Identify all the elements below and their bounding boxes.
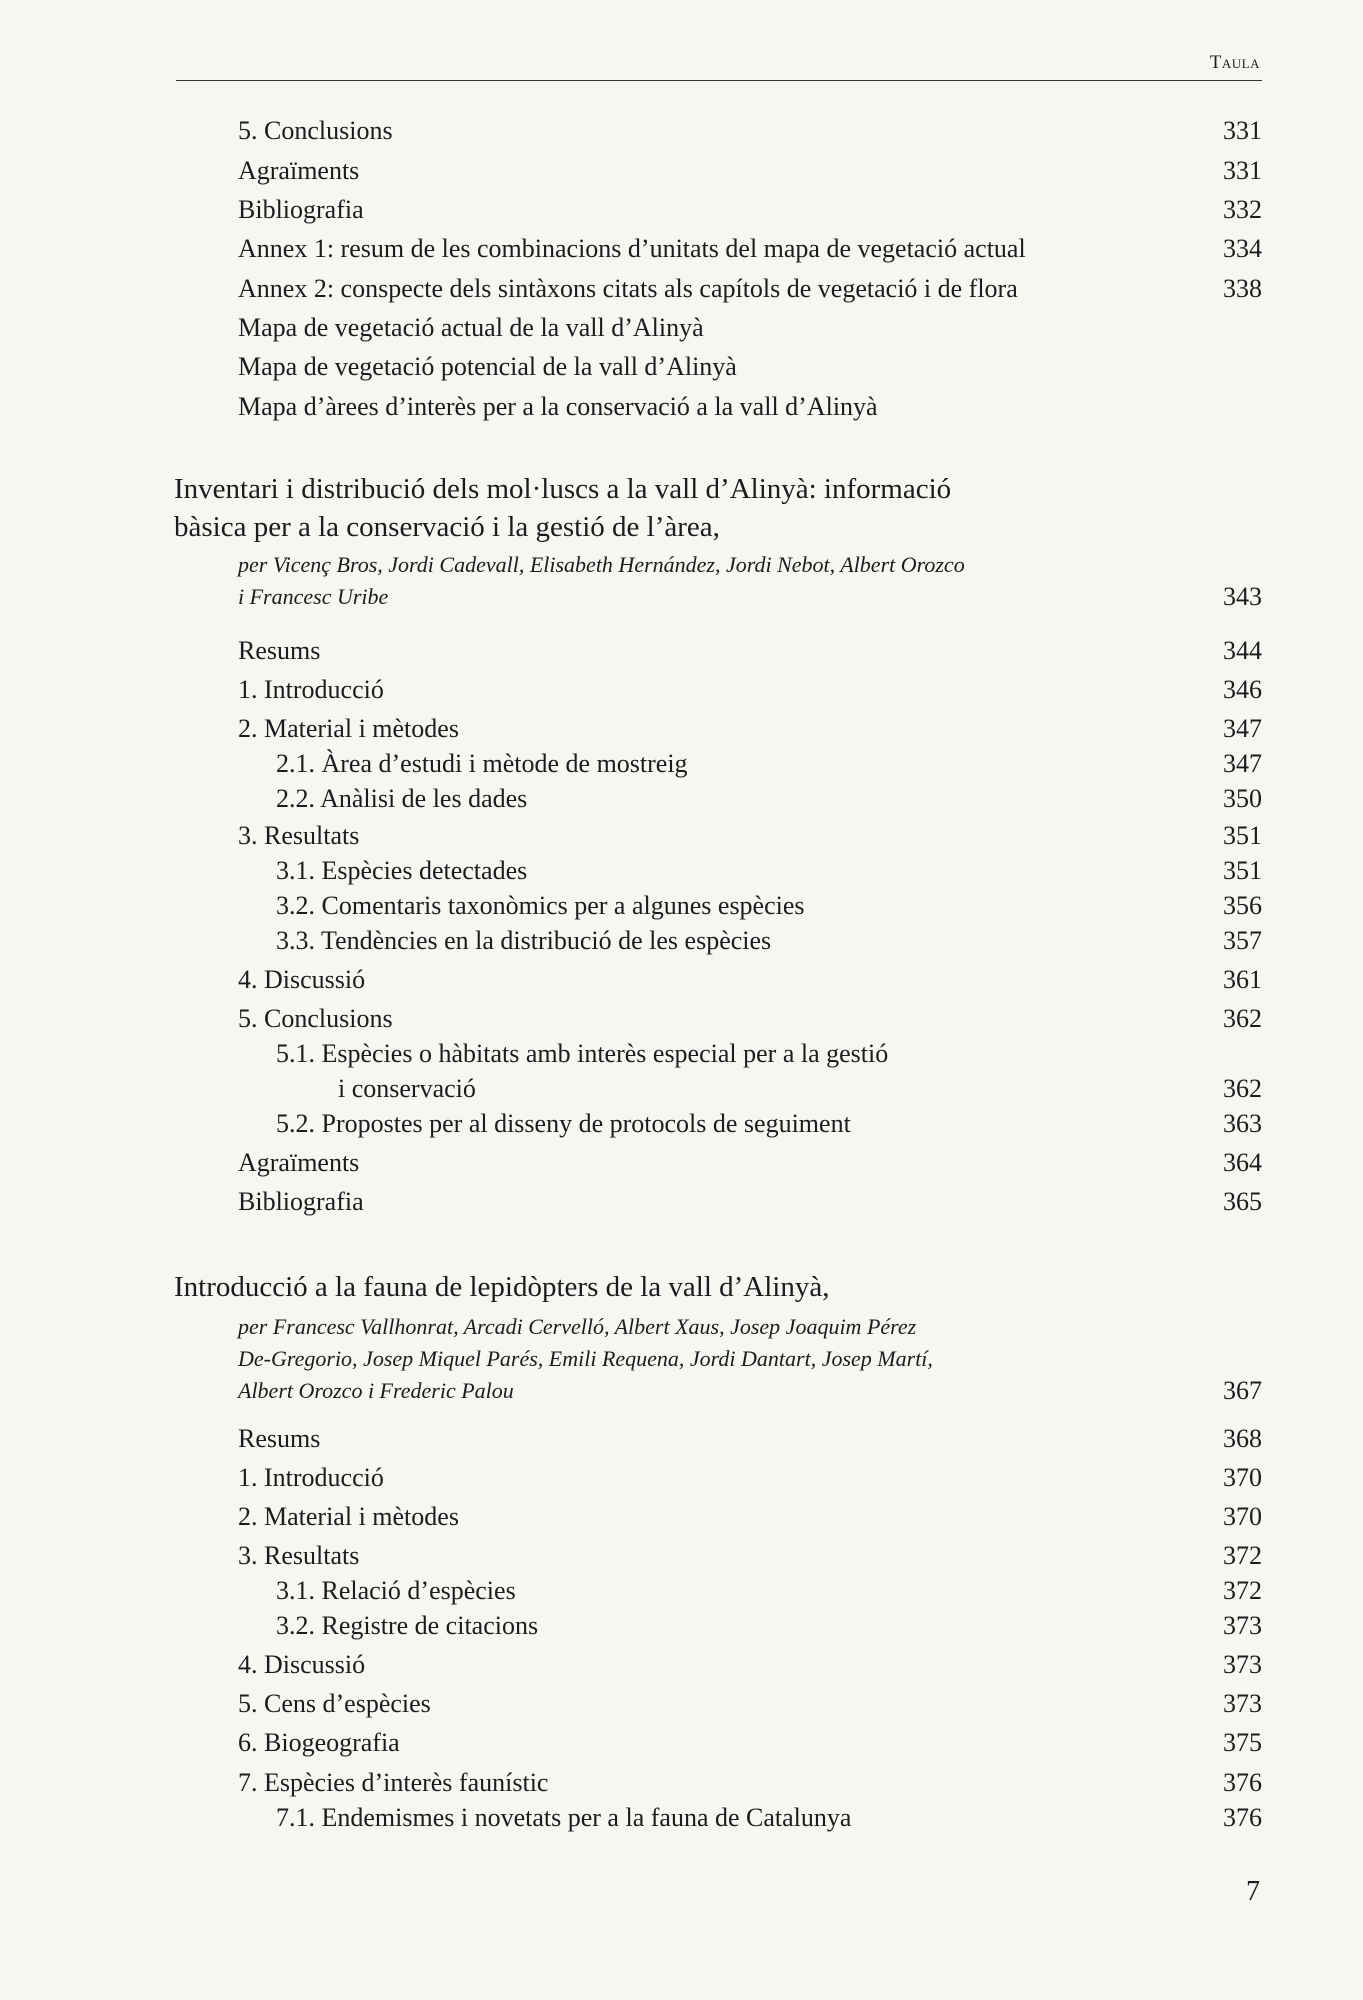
toc-entry	[0, 924, 1363, 958]
article-title: Inventari i distribució dels mol·luscs a la vall d’Alinyà: informació	[174, 473, 952, 505]
toc-entry	[0, 782, 1363, 816]
toc-entry-page: 351	[1223, 821, 1262, 850]
toc-entry	[0, 1185, 1363, 1219]
toc-entry-label: Annex 2: conspecte dels sintàxons citats als capítols de vegetació i de flora	[238, 274, 1018, 303]
article-start-page: 343	[1223, 582, 1262, 611]
toc-entry-page: 373	[1223, 1650, 1262, 1679]
toc-entry-label: 3.3. Tendències en la distribució de les espècies	[276, 926, 772, 955]
toc-entry-label: 4. Discussió	[238, 965, 366, 994]
toc-entry-page: 331	[1223, 116, 1262, 145]
toc-entry-label: Resums	[238, 1424, 321, 1453]
toc-entry	[0, 673, 1363, 707]
toc-entry	[0, 154, 1363, 188]
article-authors: Albert Orozco i Frederic Palou	[238, 1378, 514, 1403]
toc-entry	[0, 1107, 1363, 1141]
toc-entry-page: 372	[1223, 1541, 1262, 1570]
toc-entry	[0, 1422, 1363, 1456]
toc-entry	[0, 712, 1363, 746]
toc-entry-label: 4. Discussió	[238, 1650, 366, 1679]
toc-entry-page: 372	[1223, 1576, 1262, 1605]
toc-entry-page: 370	[1223, 1502, 1262, 1531]
toc-entry-page: 351	[1223, 856, 1262, 885]
article-title: bàsica per a la conservació i la gestió de l’àrea,	[174, 511, 720, 543]
toc-entry-label: 1. Introducció	[238, 1463, 384, 1492]
toc-entry-label: 2. Material i mètodes	[238, 714, 459, 743]
article-title: Introducció a la fauna de lepidòpters de la vall d’Alinyà,	[174, 1271, 830, 1303]
toc-entry-page: 375	[1223, 1728, 1262, 1757]
article-authors: De-Gregorio, Josep Miquel Parés, Emili Requena, Jordi Dantart, Josep Martí,	[238, 1346, 933, 1371]
toc-entry	[0, 1002, 1363, 1036]
toc-entry	[0, 1539, 1363, 1573]
toc-entry-label: Bibliografia	[238, 195, 364, 224]
toc-entry-label: 3.1. Relació d’espècies	[276, 1576, 516, 1605]
toc-entry-label: i conservació	[338, 1074, 476, 1103]
toc-entry	[0, 1648, 1363, 1682]
toc-entry	[0, 1766, 1363, 1800]
running-header: Taula	[1209, 52, 1260, 73]
toc-entry	[0, 114, 1363, 148]
article-authors: per Vicenç Bros, Jordi Cadevall, Elisabeth Hernández, Jordi Nebot, Albert Orozco	[238, 552, 965, 577]
toc-entry-page: 363	[1223, 1109, 1262, 1138]
toc-entry-label: 7. Espècies d’interès faunístic	[238, 1768, 549, 1797]
toc-entry-page: 373	[1223, 1689, 1262, 1718]
toc-entry	[0, 1037, 1363, 1071]
article-start-page: 367	[1223, 1376, 1262, 1405]
toc-entry	[0, 272, 1363, 306]
toc-entry-page: 368	[1223, 1424, 1262, 1453]
toc-entry	[0, 819, 1363, 853]
toc-entry-page: 362	[1223, 1074, 1262, 1103]
toc-entry-label: 5.1. Espècies o hàbitats amb interès especial per a la gestió	[276, 1039, 889, 1068]
toc-entry-page: 346	[1223, 675, 1262, 704]
toc-entry-page: 373	[1223, 1611, 1262, 1640]
toc-entry	[0, 1687, 1363, 1721]
toc-entry-label: 5.2. Propostes per al disseny de protocols de seguiment	[276, 1109, 851, 1138]
toc-entry-label: 3.2. Comentaris taxonòmics per a algunes espècies	[276, 891, 805, 920]
toc-entry-label: 5. Conclusions	[238, 116, 393, 145]
article-authors: per Francesc Vallhonrat, Arcadi Cervelló, Albert Xaus, Josep Joaquim Pérez	[238, 1314, 917, 1339]
toc-entry-page: 350	[1223, 784, 1262, 813]
toc-entry-page: 356	[1223, 891, 1262, 920]
toc-entry-label: Annex 1: resum de les combinacions d’unitats del mapa de vegetació actual	[238, 234, 1026, 263]
toc-entry	[0, 854, 1363, 888]
toc-entry-label: Agraïments	[238, 156, 360, 185]
toc-entry-label: 2.2. Anàlisi de les dades	[276, 784, 528, 813]
toc-entry	[0, 1801, 1363, 1835]
toc-entry-page: 376	[1223, 1803, 1262, 1832]
toc-entry-page: 347	[1223, 714, 1262, 743]
toc-entry	[0, 1574, 1363, 1608]
toc-entry-label: 7.1. Endemismes i novetats per a la fauna de Catalunya	[276, 1803, 852, 1832]
toc-entry-page: 362	[1223, 1004, 1262, 1033]
article-authors: i Francesc Uribe	[238, 584, 389, 609]
toc-entry-label: 3.1. Espècies detectades	[276, 856, 528, 885]
toc-entry-label: 6. Biogeografia	[238, 1728, 400, 1757]
toc-entry-page: 334	[1223, 234, 1262, 263]
toc-entry-label: 2.1. Àrea d’estudi i mètode de mostreig	[276, 749, 688, 778]
toc-entry-label: 3.2. Registre de citacions	[276, 1611, 539, 1640]
toc-entry	[0, 963, 1363, 997]
toc-entry-label: 5. Conclusions	[238, 1004, 393, 1033]
toc-entry	[0, 889, 1363, 923]
toc-entry-label: Resums	[238, 636, 321, 665]
toc-entry-page: 376	[1223, 1768, 1262, 1797]
page-number: 7	[1246, 1876, 1260, 1907]
toc-entry	[0, 1609, 1363, 1643]
toc-entry-label: Mapa de vegetació potencial de la vall d’Alinyà	[238, 352, 737, 381]
toc-entry-page: 364	[1223, 1148, 1262, 1177]
toc-entry	[0, 193, 1363, 227]
toc-entry-page: 365	[1223, 1187, 1262, 1216]
toc-entry-page: 357	[1223, 926, 1262, 955]
toc-entry	[0, 390, 1363, 424]
toc-entry-page: 361	[1223, 965, 1262, 994]
toc-entry-label: 1. Introducció	[238, 675, 384, 704]
toc-entry	[0, 350, 1363, 384]
toc-entry-label: Mapa de vegetació actual de la vall d’Alinyà	[238, 313, 704, 342]
toc-entry-label: 5. Cens d’espècies	[238, 1689, 431, 1718]
toc-entry	[0, 1500, 1363, 1534]
toc-entry-page: 331	[1223, 156, 1262, 185]
toc-entry-label: Mapa d’àrees d’interès per a la conservació a la vall d’Alinyà	[238, 392, 878, 421]
toc-entry	[0, 1072, 1363, 1106]
toc-entry-page: 370	[1223, 1463, 1262, 1492]
toc-entry-page: 332	[1223, 195, 1262, 224]
toc-entry	[0, 232, 1363, 266]
toc-entry-label: Agraïments	[238, 1148, 360, 1177]
toc-entry-label: 2. Material i mètodes	[238, 1502, 459, 1531]
toc-entry-label: 3. Resultats	[238, 1541, 360, 1570]
toc-entry	[0, 1146, 1363, 1180]
toc-entry-page: 347	[1223, 749, 1262, 778]
toc-entry	[0, 634, 1363, 668]
toc-entry	[0, 747, 1363, 781]
toc-entry	[0, 1726, 1363, 1760]
toc-entry-label: Bibliografia	[238, 1187, 364, 1216]
toc-entry-page: 344	[1223, 636, 1262, 665]
toc-entry	[0, 1461, 1363, 1495]
toc-entry	[0, 311, 1363, 345]
toc-entry-label: 3. Resultats	[238, 821, 360, 850]
toc-entry-page: 338	[1223, 274, 1262, 303]
